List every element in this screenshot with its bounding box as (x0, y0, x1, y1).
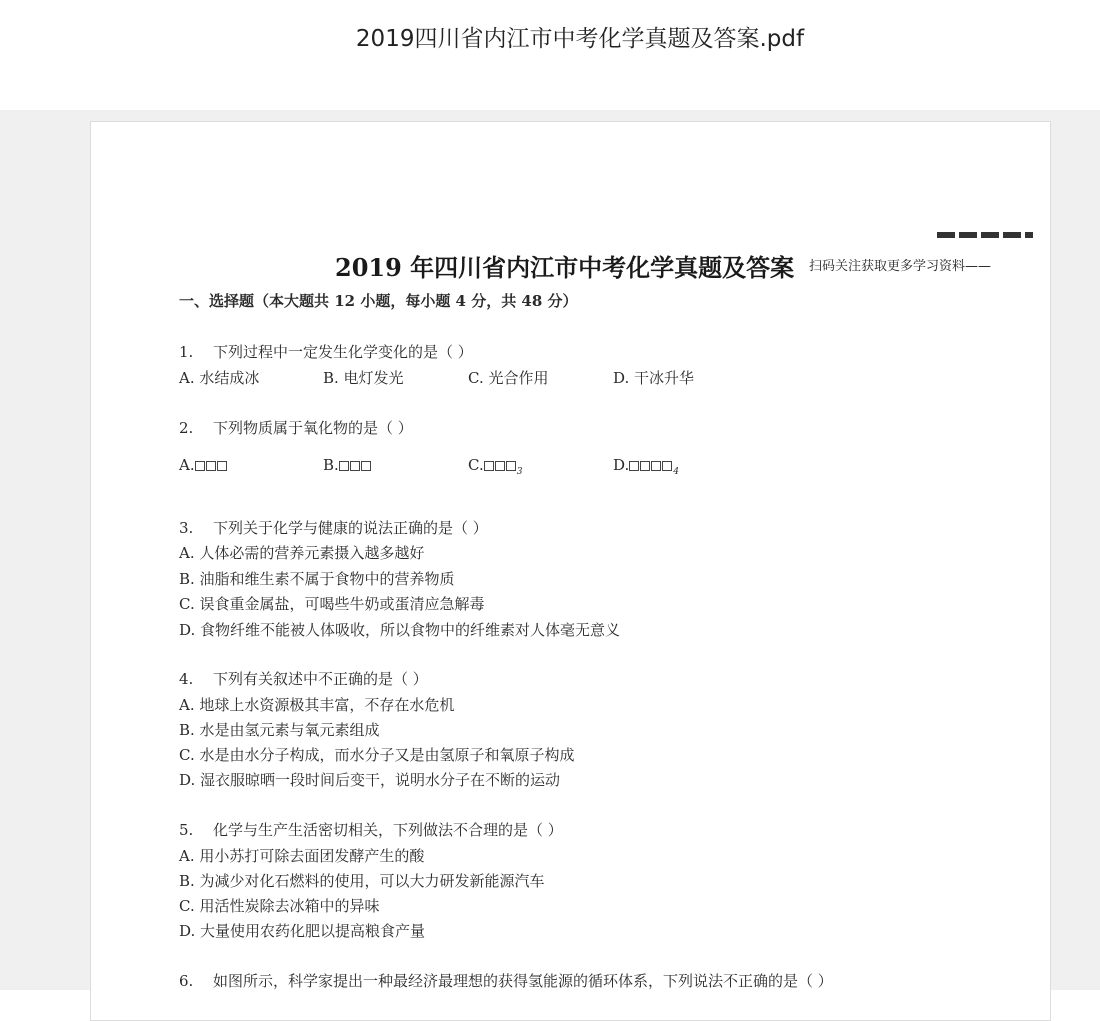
option-a (179, 456, 228, 474)
option-d: D. 湿衣服晾晒一段时间后变干，说明水分子在不断的运动 (179, 771, 561, 789)
subscript: 3 (516, 467, 523, 477)
missing-glyph-icon (506, 461, 516, 471)
missing-glyph-icon (662, 461, 672, 471)
option-a: A. 地球上水资源极其丰富，不存在水危机 (179, 696, 455, 714)
file-title: 2019四川省内江市中考化学真题及答案.pdf (355, 26, 805, 52)
option-label: B. (323, 456, 339, 474)
question-number: 2. (179, 419, 194, 437)
question-4 (179, 668, 428, 689)
option-d: D. 大量使用农药化肥以提高粮食产量 (179, 922, 426, 940)
option-c: C. 误食重金属盐，可喝些牛奶或蛋清应急解毒 (179, 595, 485, 613)
question-1 (179, 341, 473, 362)
missing-glyph-icon (640, 461, 650, 471)
option-b (323, 456, 372, 474)
option-c: C. 水是由水分子构成，而水分子又是由氢原子和氧原子构成 (179, 746, 575, 764)
option-d (613, 456, 679, 477)
qr-note: 扫码关注获取更多学习资料—— (809, 259, 992, 274)
question-number: 1. (179, 343, 194, 361)
option-b: B. 电灯发光 (323, 369, 404, 387)
missing-glyph-icon (217, 461, 227, 471)
question-number: 4. (179, 670, 194, 688)
option-c: C. 用活性炭除去冰箱中的异味 (179, 897, 380, 915)
question-text: 如图所示，科学家提出一种最经济最理想的获得氢能源的循环体系，下列说法不正确的是（ ） (213, 972, 833, 990)
missing-glyph-icon (651, 461, 661, 471)
question-number: 3. (179, 519, 194, 537)
question-number: 6. (179, 972, 194, 990)
title-bar (0, 0, 1100, 110)
question-5 (179, 819, 563, 840)
question-2 (179, 417, 413, 438)
missing-glyph-icon (206, 461, 216, 471)
subscript: 4 (673, 467, 679, 477)
missing-glyph-icon (484, 461, 494, 471)
option-label: A. (179, 456, 195, 474)
option-c (468, 456, 522, 477)
missing-glyph-icon (195, 461, 205, 471)
question-text: 化学与生产生活密切相关，下列做法不合理的是（ ） (213, 821, 563, 839)
question-text: 下列过程中一定发生化学变化的是（ ） (213, 343, 473, 361)
question-text: 下列物质属于氧化物的是（ ） (213, 419, 413, 437)
missing-glyph-icon (339, 461, 349, 471)
question-text: 下列有关叙述中不正确的是（ ） (213, 670, 428, 688)
option-c: C. 光合作用 (468, 369, 549, 387)
option-a: A. 水结成冰 (179, 369, 260, 387)
option-b: B. 为减少对化石燃料的使用，可以大力研发新能源汽车 (179, 872, 545, 890)
missing-glyph-icon (361, 461, 371, 471)
question-number: 5. (179, 821, 194, 839)
question-3 (179, 517, 488, 538)
option-label: C. (468, 456, 484, 474)
option-d: D. 干冰升华 (613, 369, 695, 387)
question-6 (179, 970, 833, 991)
missing-glyph-icon (629, 461, 639, 471)
option-b: B. 水是由氢元素与氧元素组成 (179, 721, 380, 739)
scan-mark (937, 232, 1033, 238)
pdf-viewer[interactable] (0, 110, 1100, 990)
document-title: 2019 年四川省内江市中考化学真题及答案 (335, 253, 795, 282)
section-title: 一、选择题（本大题共 12 小题，每小题 4 分，共 48 分） (179, 292, 578, 310)
question-text: 下列关于化学与健康的说法正确的是（ ） (213, 519, 488, 537)
option-a: A. 人体必需的营养元素摄入越多越好 (179, 544, 425, 562)
pdf-page (90, 121, 1051, 1021)
option-a: A. 用小苏打可除去面团发酵产生的酸 (179, 847, 425, 865)
missing-glyph-icon (495, 461, 505, 471)
option-b: B. 油脂和维生素不属于食物中的营养物质 (179, 570, 455, 588)
option-d: D. 食物纤维不能被人体吸收，所以食物中的纤维素对人体毫无意义 (179, 621, 621, 639)
missing-glyph-icon (350, 461, 360, 471)
option-label: D. (613, 456, 630, 474)
